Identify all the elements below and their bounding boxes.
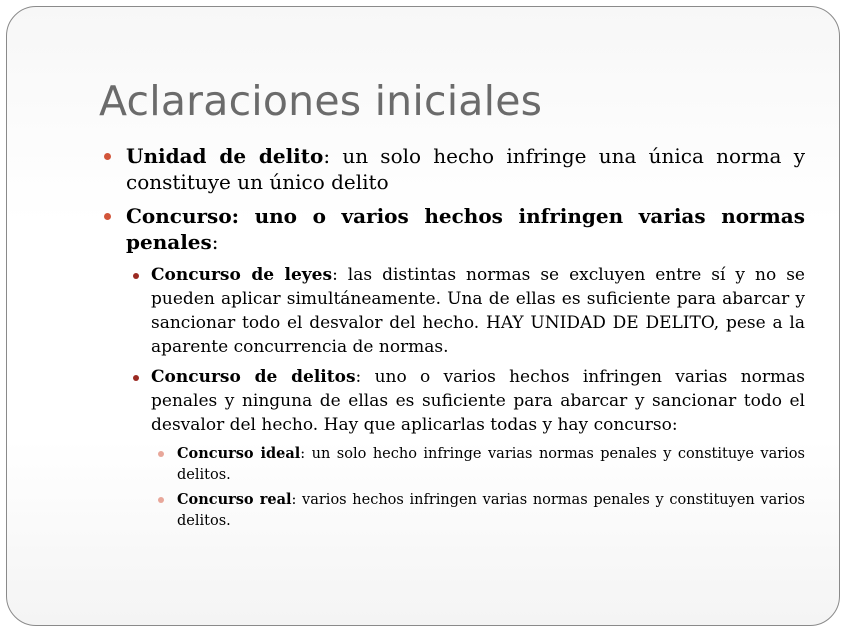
bullet-dot-icon [104,153,111,160]
bullet-concurso [99,203,805,255]
bullet-term: Concurso ideal [177,445,301,462]
bullet-dot-icon [158,451,164,457]
sub-sub-list-container [125,443,805,532]
bullet-concurso-ideal [151,443,805,486]
bullet-dot-icon [133,273,139,279]
bullet-text: : las distintas normas se excluyen entre sí y no se pueden aplicar simultáneamente. Una de ellas es suficiente para abarcar y sancionar todo el desvalor del hecho. HAY UNIDAD DE DELITO, pese a la aparente concurrencia de normas. [151,265,805,357]
bullet-text: : uno o varios hechos infringen varias normas penales y ninguna de ellas es suficiente para abarcar y sancionar todo el desvalor del hecho. Hay que aplicarlas todas y hay concurso: [151,367,805,435]
bullet-dot-icon [104,213,111,220]
bullet-term: Unidad de delito [126,144,324,168]
slide [6,6,840,626]
bullet-term: Concurso: uno o varios hechos infringen varias normas penales [126,204,805,254]
bullet-term: Concurso de leyes [151,265,333,285]
bullet-term: Concurso de delitos [151,367,356,387]
bullet-text: : varios hechos infringen varias normas penales y constituyen varios delitos. [177,492,805,529]
bullet-concurso-real [151,489,805,532]
bullet-term: Concurso real [177,491,292,508]
bullet-dot-icon [158,497,164,503]
bullet-text: : [211,230,219,254]
slide-content [99,143,805,535]
sub-list-container [99,263,805,532]
bullet-concurso-de-delitos [125,365,805,437]
sub-bullet-list [125,263,805,532]
bullet-dot-icon [133,375,139,381]
bullet-list [99,143,805,532]
bullet-text: : un solo hecho infringe varias normas penales y constituye varios delitos. [177,446,805,483]
bullet-unidad-de-delito [99,143,805,195]
bullet-text: : un solo hecho infringe una única norma y constituye un único delito [126,144,805,194]
sub-sub-bullet-list [151,443,805,532]
bullet-concurso-de-leyes [125,263,805,359]
slide-title: Aclaraciones iniciales [99,77,543,125]
